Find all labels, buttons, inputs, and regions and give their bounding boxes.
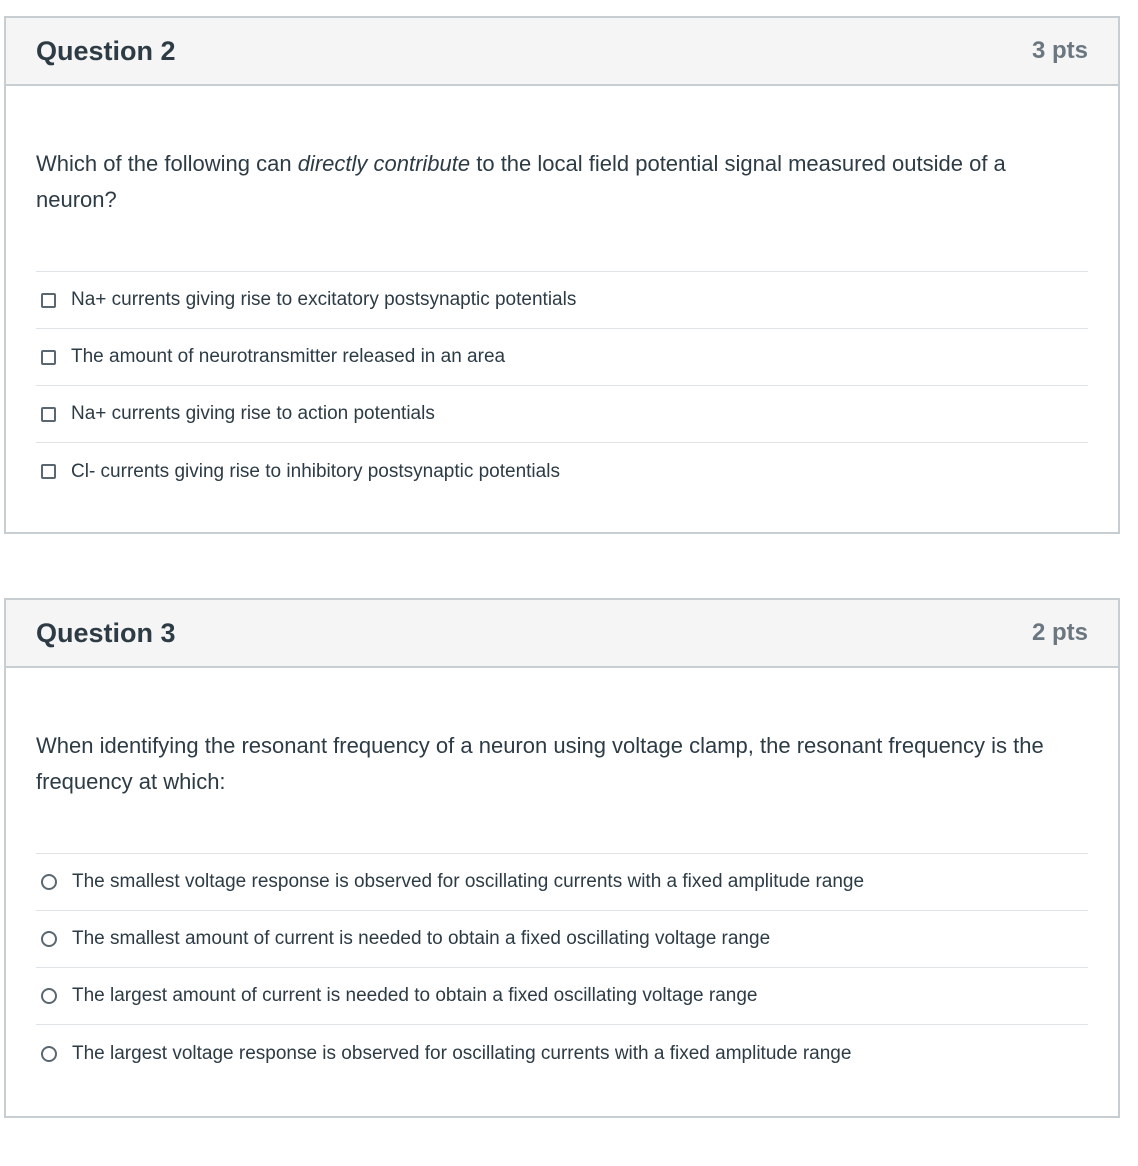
question-2-card — [4, 16, 1120, 534]
radio-button[interactable] — [41, 874, 57, 890]
answer-option[interactable] — [36, 1025, 1088, 1082]
checkbox[interactable] — [41, 350, 56, 365]
answer-option[interactable] — [36, 854, 1088, 911]
answer-label[interactable]: The smallest amount of current is needed to obtain a fixed oscillating voltage range — [72, 928, 771, 949]
question-2-prompt — [36, 146, 1088, 218]
answer-label[interactable]: The largest amount of current is needed to obtain a fixed oscillating voltage range — [72, 985, 758, 1006]
answer-option[interactable] — [36, 968, 1088, 1025]
checkbox[interactable] — [41, 407, 56, 422]
checkbox[interactable] — [41, 464, 56, 479]
answer-option[interactable] — [36, 329, 1088, 386]
question-2-title: Question 2 — [36, 35, 176, 66]
question-2-header — [6, 18, 1118, 86]
question-2-prompt-end: to the local field potential signal measured outside of a neuron? — [36, 151, 1006, 212]
question-2-body — [6, 146, 1118, 500]
answer-option[interactable] — [36, 911, 1088, 968]
answer-label[interactable]: Na+ currents giving rise to action potentials — [71, 403, 435, 424]
question-3-header — [6, 600, 1118, 668]
question-3-points: 2 pts — [1031, 619, 1088, 646]
radio-button[interactable] — [41, 931, 57, 947]
question-3-card — [4, 598, 1120, 1118]
answer-option[interactable] — [36, 272, 1088, 329]
question-3-body — [6, 728, 1118, 1082]
question-3-prompt: When identifying the resonant frequency of a neuron using voltage clamp, the resonant frequency is the frequency at which: — [36, 733, 1044, 794]
radio-button[interactable] — [41, 988, 57, 1004]
checkbox[interactable] — [41, 293, 56, 308]
question-2-prompt-emphasis: directly contribute — [297, 151, 471, 176]
question-3-answer-list — [36, 853, 1088, 1082]
answer-label[interactable]: The amount of neurotransmitter released in an area — [71, 346, 506, 367]
answer-option[interactable] — [36, 386, 1088, 443]
question-3-title: Question 3 — [36, 617, 176, 648]
answer-label[interactable]: Na+ currents giving rise to excitatory postsynaptic potentials — [71, 289, 577, 310]
radio-button[interactable] — [41, 1046, 57, 1062]
question-2-prompt-start: Which of the following can — [36, 151, 298, 176]
answer-label[interactable]: Cl- currents giving rise to inhibitory postsynaptic potentials — [71, 460, 560, 482]
answer-option[interactable] — [36, 443, 1088, 500]
question-2-points: 3 pts — [1031, 37, 1088, 64]
question-2-answer-list — [36, 271, 1088, 500]
answer-label[interactable]: The smallest voltage response is observed for oscillating currents with a fixed amplitude range — [72, 871, 865, 892]
answer-label[interactable]: The largest voltage response is observed for oscillating currents with a fixed amplitude range — [72, 1042, 852, 1064]
